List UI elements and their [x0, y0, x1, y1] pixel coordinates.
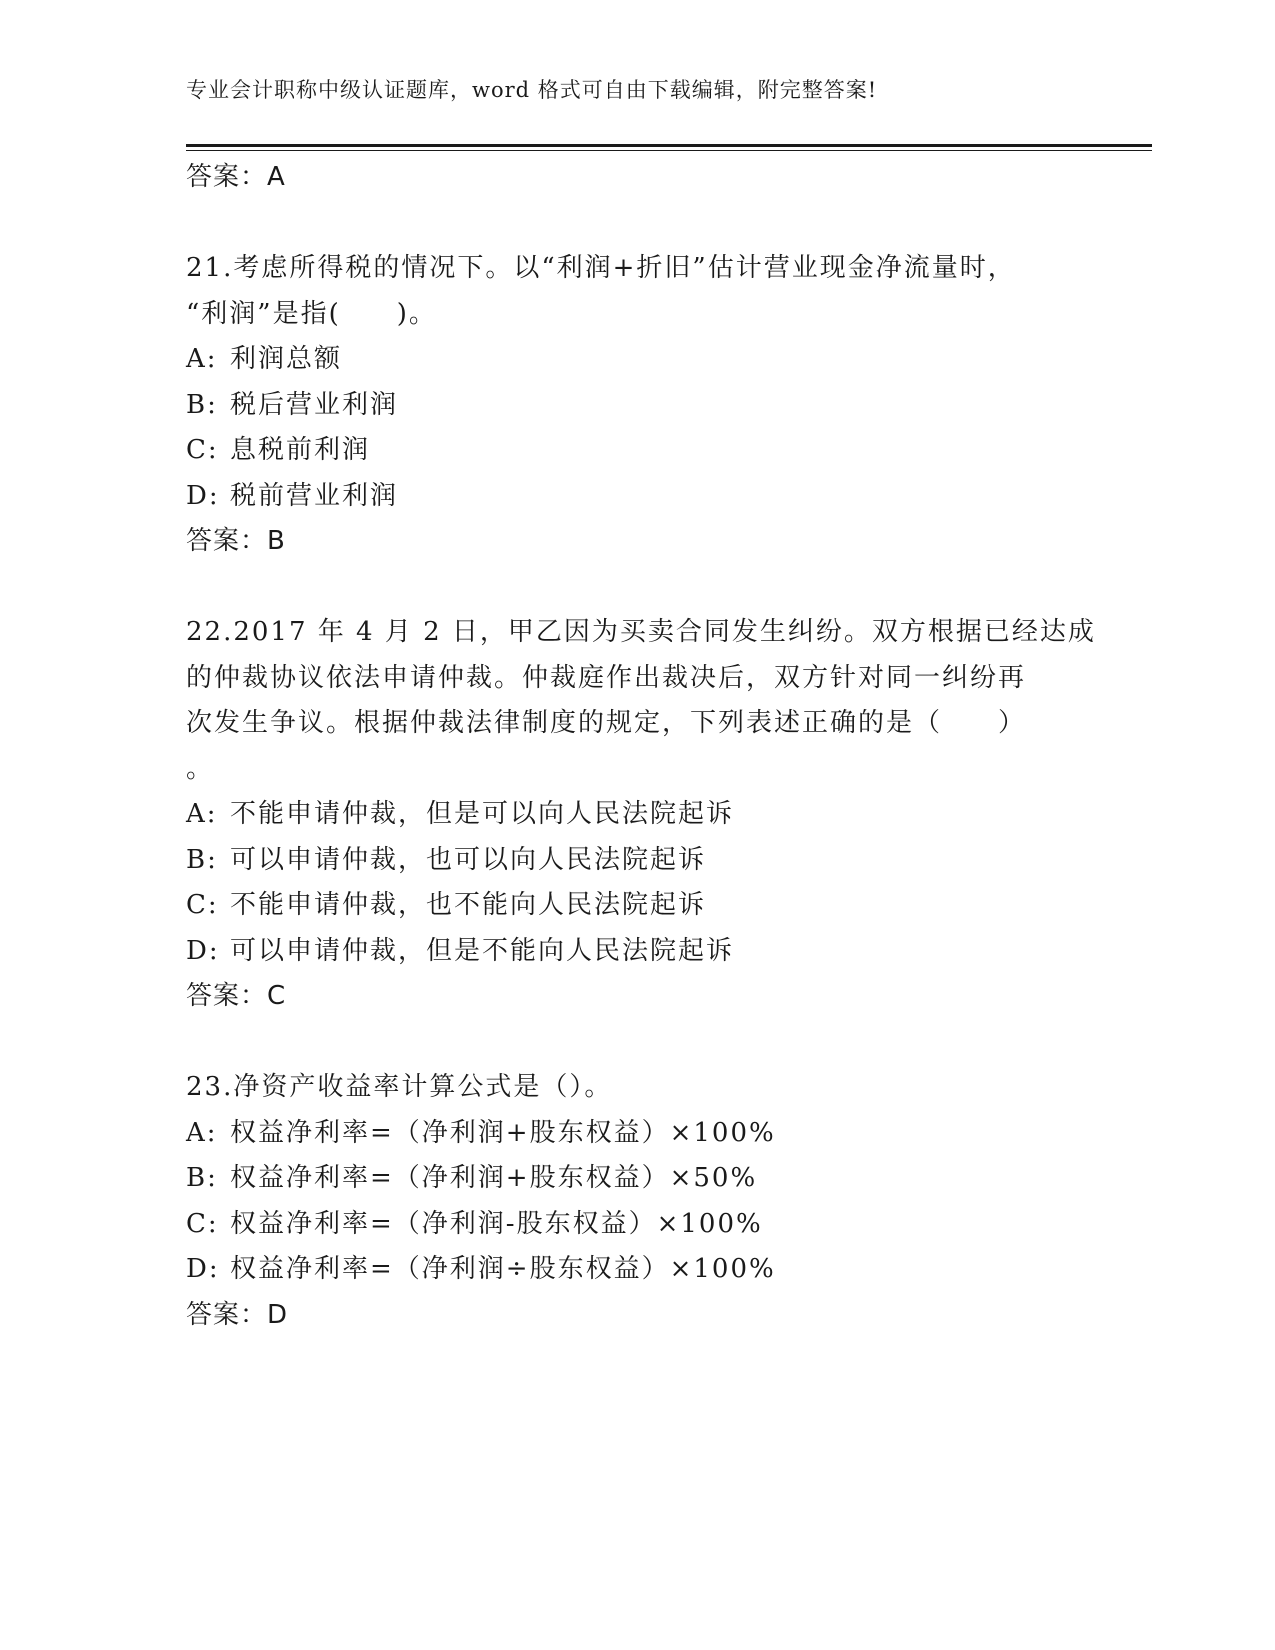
spacer [186, 565, 1086, 611]
spacer [186, 201, 1086, 247]
option-letter: D: [186, 935, 220, 966]
option-a [186, 337, 1086, 383]
option-letter: A: [186, 799, 218, 829]
page-header: 专业会计职称中级认证题库，word 格式可自由下载编辑，附完整答案! [186, 78, 878, 102]
option-text: 不能申请仲裁，也不能向人民法院起诉 [230, 890, 707, 920]
header-divider [186, 144, 1152, 147]
option-text: 利润总额 [230, 344, 343, 374]
answer-line: 答案：B [186, 526, 286, 556]
previous-answer: 答案：A [186, 162, 286, 192]
option-a [186, 792, 1086, 838]
question-stem-line: 次发生争议。根据仲裁法律制度的规定，下列表述正确的是（ ） [186, 708, 1027, 738]
option-b [186, 383, 1086, 429]
question-stem-line: 22.2017 年 4 月 2 日，甲乙因为买卖合同发生纠纷。双方根据已经达成 [186, 617, 1096, 647]
option-d [186, 474, 1086, 520]
option-letter: B: [186, 844, 218, 875]
option-letter: C: [186, 890, 219, 920]
question-22 [186, 610, 1096, 1020]
header-divider-thin [186, 150, 1152, 151]
question-21 [186, 246, 1086, 565]
option-letter: C: [186, 435, 219, 465]
answer-line: 答案：D [186, 1299, 289, 1330]
question-23 [186, 1065, 1086, 1338]
option-text: 税前营业利润 [230, 480, 399, 511]
option-letter: C: [186, 1208, 219, 1239]
option-c [186, 1202, 1086, 1248]
option-text: 权益净利率=（净利润-股东权益）×100% [230, 1208, 763, 1239]
question-stem-line: 的仲裁协议依法申请仲裁。仲裁庭作出裁决后，双方针对同一纠纷再 [186, 662, 1027, 693]
option-text: 可以申请仲裁，但是不能向人民法院起诉 [230, 935, 735, 966]
question-stem-line: 23.净资产收益率计算公式是（）。 [186, 1072, 613, 1102]
option-text: 税后营业利润 [230, 389, 399, 420]
option-letter: A: [186, 344, 218, 374]
option-b [186, 838, 1086, 884]
option-d [186, 929, 1086, 975]
option-c [186, 428, 1086, 474]
question-list [186, 155, 1096, 1338]
option-letter: B: [186, 1163, 218, 1193]
question-stem-line: “利润”是指( )。 [186, 298, 437, 329]
option-text: 可以申请仲裁，也可以向人民法院起诉 [230, 844, 707, 875]
option-b [186, 1156, 1086, 1202]
option-text: 息税前利润 [230, 435, 371, 465]
spacer [186, 1020, 1086, 1066]
option-text: 权益净利率=（净利润+股东权益）×50% [230, 1163, 758, 1193]
question-stem-line: 21.考虑所得税的情况下。以“利润+折旧”估计营业现金净流量时， [186, 253, 1016, 283]
option-d [186, 1247, 1086, 1293]
answer-line: 答案：C [186, 981, 287, 1011]
option-letter: B: [186, 389, 218, 420]
option-letter: A: [186, 1117, 218, 1148]
option-letter: D: [186, 480, 220, 511]
option-letter: D: [186, 1254, 220, 1284]
option-text: 不能申请仲裁，但是可以向人民法院起诉 [230, 799, 735, 829]
option-c [186, 883, 1086, 929]
option-text: 权益净利率=（净利润÷股东权益）×100% [230, 1254, 776, 1284]
option-text: 权益净利率=（净利润+股东权益）×100% [230, 1117, 776, 1148]
question-stem-line: 。 [186, 753, 215, 784]
option-a [186, 1111, 1086, 1157]
